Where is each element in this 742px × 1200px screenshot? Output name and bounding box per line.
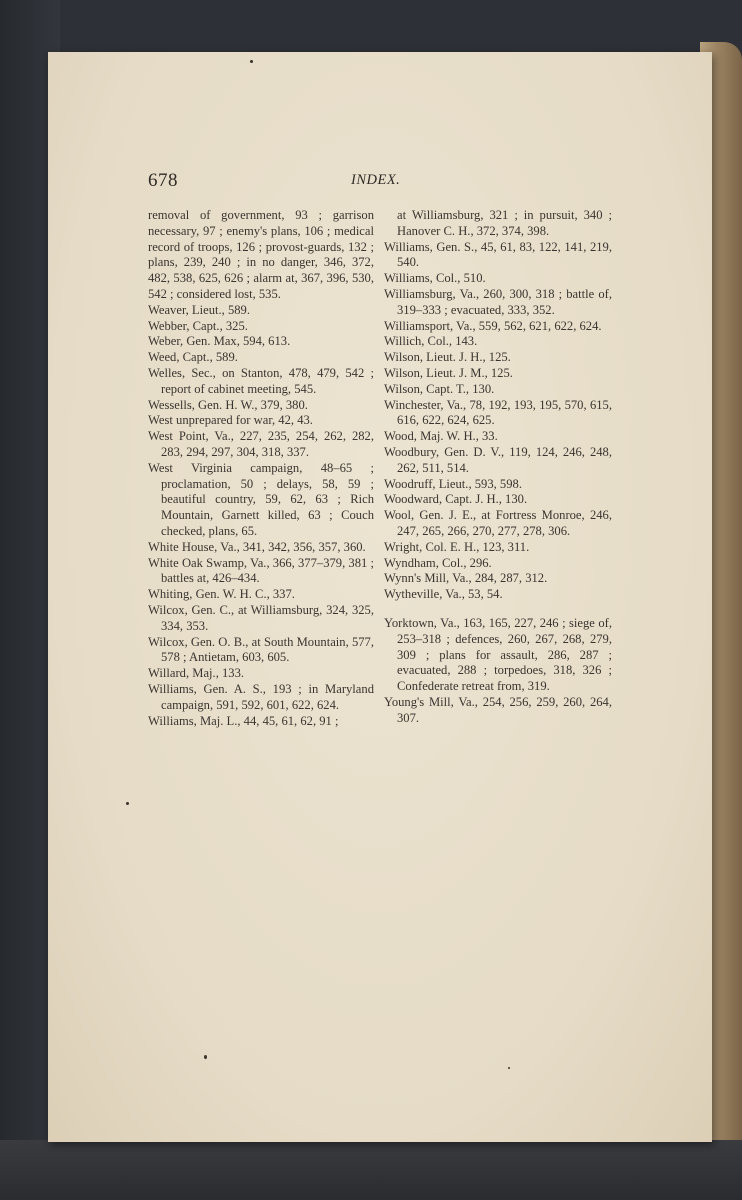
page-header xyxy=(48,170,712,200)
index-entry: Williamsport, Va., 559, 562, 621, 622, 624. xyxy=(384,318,602,333)
index-entry: Wood, Maj. W. H., 33. xyxy=(384,429,498,444)
index-column-right xyxy=(384,208,612,727)
index-entry: at Williamsburg, 321 ; in pursuit, 340 ; Hanover C. H., 372, 374, 398. xyxy=(397,208,612,238)
index-entry: Wilson, Capt. T., 130. xyxy=(384,381,495,396)
index-entry: Weed, Capt., 589. xyxy=(148,350,238,365)
paper-speck xyxy=(126,802,129,805)
index-entry: Wilson, Lieut. J. M., 125. xyxy=(384,365,513,380)
index-entry: Webber, Capt., 325. xyxy=(148,318,248,333)
index-entry: Young's Mill, Va., 254, 256, 259, 260, 264, 307. xyxy=(384,694,612,725)
index-entry: Yorktown, Va., 163, 165, 227, 246 ; siege of, 253–318 ; defences, 260, 267, 268, 279, 309 ; plans for assault, 286, 287 ; evacuated, 288 ; torpedoes, 318, 326 ; Confederate retreat from, 319. xyxy=(384,615,612,694)
paper-speck xyxy=(508,1067,510,1069)
paper-speck xyxy=(250,60,253,63)
index-entry: Williamsburg, Va., 260, 300, 318 ; battle of, 319–333 ; evacuated, 333, 352. xyxy=(384,286,612,317)
index-entry: Wilcox, Gen. O. B., at South Mountain, 577, 578 ; Antietam, 603, 605. xyxy=(148,634,374,665)
index-entry: West Point, Va., 227, 235, 254, 262, 282, 283, 294, 297, 304, 318, 337. xyxy=(148,429,374,459)
index-entry: Woodward, Capt. J. H., 130. xyxy=(384,492,528,507)
index-entry: Wessells, Gen. H. W., 379, 380. xyxy=(148,397,308,412)
index-entry: Weber, Gen. Max, 594, 613. xyxy=(148,334,291,349)
index-entry: Weaver, Lieut., 589. xyxy=(148,302,250,317)
index-entry: White Oak Swamp, Va., 366, 377–379, 381 ; battles at, 426–434. xyxy=(148,555,374,586)
index-entry: Williams, Gen. S., 45, 61, 83, 122, 141, 219, 540. xyxy=(384,239,612,270)
book-page xyxy=(48,52,712,1142)
index-entry: Wynn's Mill, Va., 284, 287, 312. xyxy=(384,571,548,586)
index-entry: Willich, Col., 143. xyxy=(384,334,478,349)
index-entry: Wright, Col. E. H., 123, 311. xyxy=(384,539,530,554)
page-number: 678 xyxy=(148,170,178,191)
index-entry: Whiting, Gen. W. H. C., 337. xyxy=(148,587,295,602)
index-entry: Williams, Gen. A. S., 193 ; in Maryland campaign, 591, 592, 601, 622, 624. xyxy=(148,681,374,712)
index-entry: White House, Va., 341, 342, 356, 357, 360. xyxy=(148,539,366,554)
index-entry: Welles, Sec., on Stanton, 478, 479, 542 ; report of cabinet meeting, 545. xyxy=(148,365,374,396)
index-entry: Wool, Gen. J. E., at Fortress Monroe, 246, 247, 265, 266, 270, 277, 278, 306. xyxy=(384,508,612,538)
index-entry: Williams, Col., 510. xyxy=(384,271,486,286)
index-entry: Williams, Maj. L., 44, 45, 61, 62, 91 ; xyxy=(148,713,339,728)
index-entry: Wytheville, Va., 53, 54. xyxy=(384,587,503,602)
section-gap xyxy=(384,603,612,616)
background-bottom xyxy=(0,1140,742,1200)
index-entry: West Virginia campaign, 48–65 ; proclamation, 50 ; delays, 58, 59 ; beautiful country, 59, 62, 63 ; Rich Mountain, Garnett killed, 63 ; Couch checked, plans, 65. xyxy=(148,460,374,538)
index-entry: Wilcox, Gen. C., at Williamsburg, 324, 325, 334, 353. xyxy=(148,602,374,633)
running-title: INDEX. xyxy=(351,172,401,188)
index-entry: Wyndham, Col., 296. xyxy=(384,555,492,570)
index-entry: Willard, Maj., 133. xyxy=(148,666,245,681)
index-entry: removal of government, 93 ; garrison necessary, 97 ; enemy's plans, 106 ; medical record of troops, 126 ; provost-guards, 132 ; plans, 239, 240 ; in no danger, 346, 372, 482, 538, 625, 626 ; alarm at, 367, 396, 530, 542 ; considered lost, 535. xyxy=(148,208,374,301)
index-entry: Wilson, Lieut. J. H., 125. xyxy=(384,350,511,365)
index-entry: Woodbury, Gen. D. V., 119, 124, 246, 248, 262, 511, 514. xyxy=(384,444,612,475)
index-column-left xyxy=(148,208,374,729)
index-entry: Woodruff, Lieut., 593, 598. xyxy=(384,476,522,491)
index-entry: Winchester, Va., 78, 192, 193, 195, 570, 615, 616, 622, 624, 625. xyxy=(384,397,612,428)
paper-speck xyxy=(204,1055,207,1059)
index-entry: West unprepared for war, 42, 43. xyxy=(148,413,313,428)
